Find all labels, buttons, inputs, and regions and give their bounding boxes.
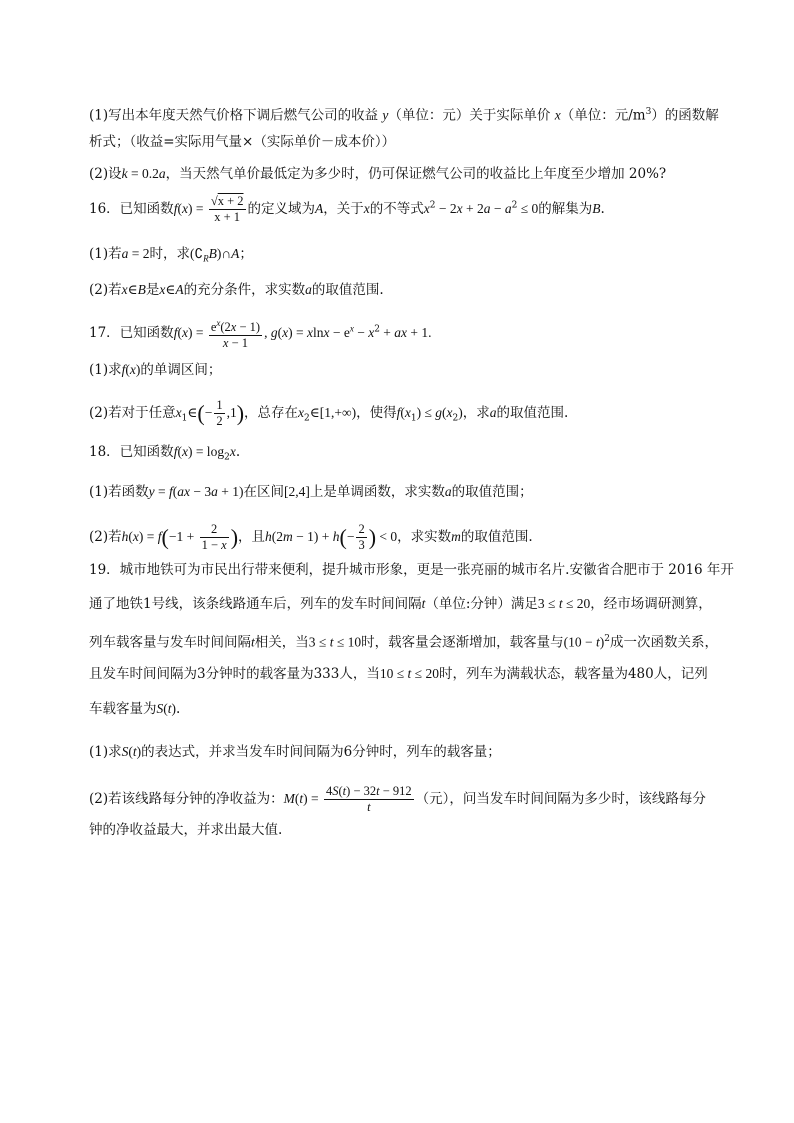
- q19-part2-line1: (2)若该线路每分钟的净收益为：M(t) = $\frac{4S(t) - 32t - 912}{t}$ （元），问当发车时间间隔为多少时，该线路每分: [89, 784, 706, 814]
- q19-line1: 19．城市地铁可为市民出行带来便利，提升城市形象，更是一张亮丽的城市名片.安徽省合肥市于 2016 年开: [89, 562, 734, 578]
- q15-part1-line2: 析式；（收益=实际用气量×（实际单价－成本价））: [89, 134, 396, 150]
- q19-line5: 车载客量为S(t).: [89, 701, 181, 717]
- q18-stem: 18．已知函数$f(x) = \log_2x$.: [89, 444, 241, 463]
- q15-part1-line1: (1)写出本年度天然气价格下调后燃气公司的收益 y（单位：元）关于实际单价 x（单位：元$/m^3$）的函数解: [89, 107, 719, 124]
- q19-line3: 列车载客量与发车时间间隔t相关，当3 ≤ t ≤ 10时，载客量会逐渐增加，载客量与$(10 - t)^2$成一次函数关系，: [89, 634, 718, 651]
- q19-part1: (1)求S(t)的表达式，并求当发车时间间隔为6分钟时，列车的载客量；: [89, 744, 501, 760]
- q17-stem: 17．已知函数f(x) = $\frac{e^x(2x - 1)}{x - 1}$ , $g(x) = xlnx - e^x - x^2$ + ax + 1.: [89, 318, 432, 351]
- q16-part2: (2)若x∈B是x∈A的充分条件，求实数a的取值范围.: [89, 282, 384, 298]
- q19-line4: 且发车时间间隔为3分钟时的载客量为333人，当10 ≤ t ≤ 20时，列车为满载状态，载客量为480人，记列: [89, 666, 708, 682]
- q17-part2: (2)若对于任意$x_1\in(-$ $\frac{1}{2}$ ,1)，总存在$x_2\in[1,+\infty)$，使得$f(x_1) \le g(x_2)$，求a的取值范围.: [89, 398, 569, 428]
- q19-part2-line2: 钟的净收益最大，并求出最大值.: [89, 822, 283, 838]
- q15-part2: (2)设k = 0.2a，当天然气单价最低定为多少时，仍可保证燃气公司的收益比上年度至少增加 20%?: [89, 166, 667, 182]
- q19-line2: 通了地铁1号线，该条线路通车后，列车的发车时间间隔t（单位:分钟）满足3 ≤ t ≤ 20，经市场调研测算，: [89, 596, 712, 612]
- q16-stem: 16．已知函数f(x) = $\frac{√x + 2}{x + 1}$ 的定义域为A，关于x的不等式$x^2 - 2x + 2a - a^2 \le 0$的解集为B.: [89, 194, 605, 224]
- q16-part1: (1)若a = 2时，求$(∁_RB)\cap A$；: [89, 246, 253, 264]
- q17-part1: (1)求f(x)的单调区间；: [89, 362, 222, 378]
- q18-part2: (2)若h(x) = f(−1 + $\frac{2}{1 - x}$ )，且h(2m − 1) + h(− $\frac{2}{3}$ ) < 0，求实数m的取值范围.: [89, 522, 533, 552]
- q18-part1: (1)若函数y = f(ax − 3a + 1)在区间[2,4]上是单调函数，求实数a的取值范围；: [89, 484, 533, 500]
